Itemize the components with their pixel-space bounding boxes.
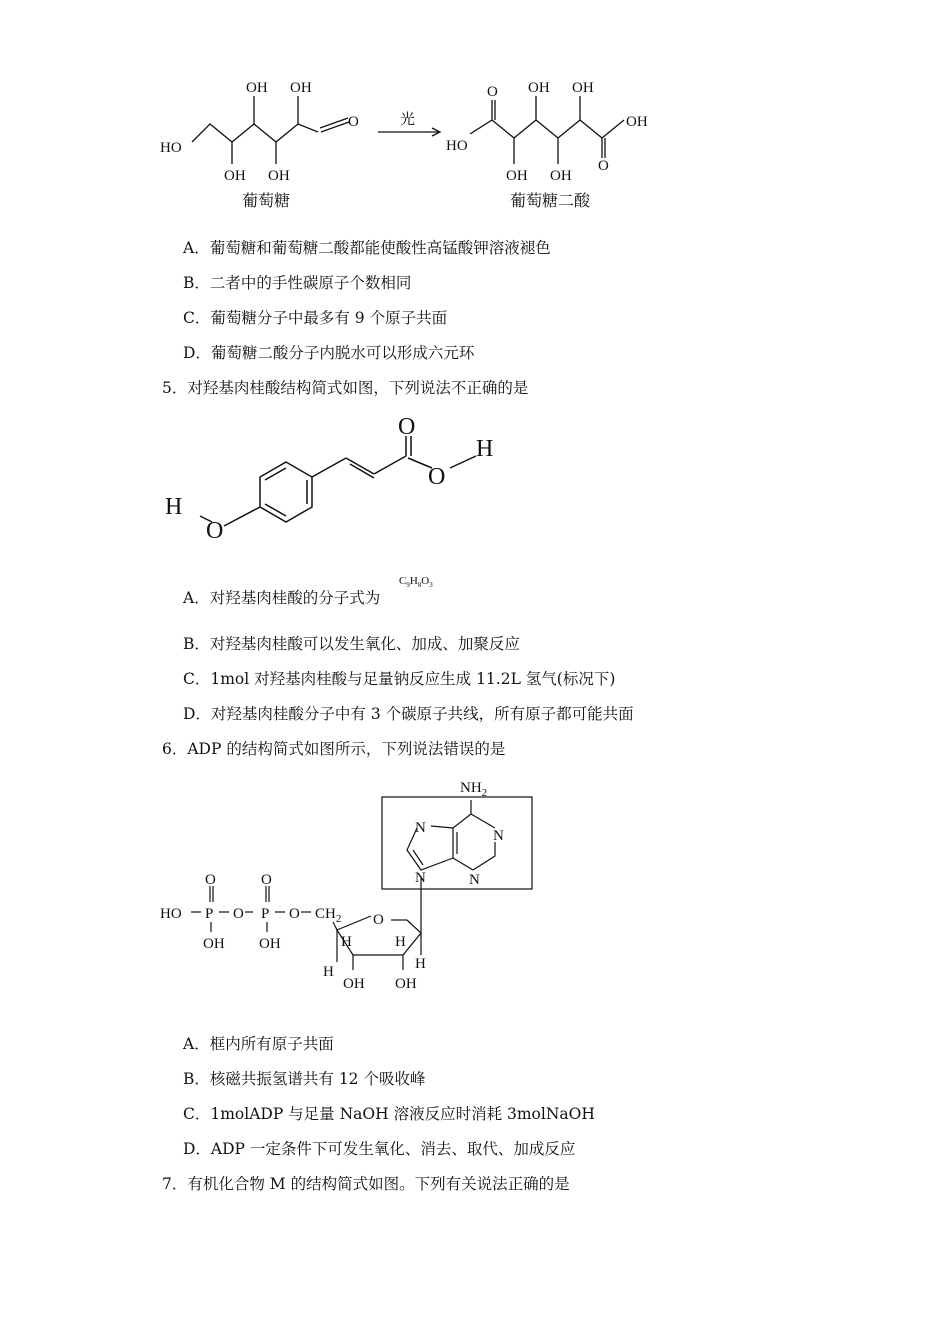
c4-h-label: H (341, 934, 352, 950)
p1-oh-label: OH (203, 936, 225, 952)
q6-option-a: A．框内所有原子共面 (183, 1035, 334, 1053)
glucaric-oh-label: OH (626, 114, 648, 130)
q4-option-c: C．葡萄糖分子中最多有 9 个原子共面 (183, 309, 448, 327)
glucose-oh-label: OH (246, 80, 268, 96)
glucaric-oh-label: OH (550, 168, 572, 184)
glucose-aldehyde-o-label: O (348, 114, 359, 130)
glucaric-oh-label: OH (528, 80, 550, 96)
glucaric-oh-label: OH (506, 168, 528, 184)
molecular-formula: $C_9H_8O_3$ (399, 575, 433, 590)
product-name: 葡萄糖二酸 (510, 193, 591, 210)
glucaric-oh-label: OH (572, 80, 594, 96)
q5-option-c: C．1mol 对羟基肉桂酸与足量钠反应生成 11.2L 氢气(标况下) (183, 670, 616, 688)
n7-label: N (415, 820, 426, 836)
p1-o-double-label: O (205, 872, 216, 888)
p2-label: P (261, 906, 270, 922)
c1-h-label: H (395, 934, 406, 950)
glucaric-o-label: O (487, 84, 498, 100)
q6-option-d: D．ADP 一定条件下可发生氧化、消去、取代、加成反应 (183, 1140, 576, 1158)
hydroxycinnamic-acid-figure (160, 410, 520, 550)
glucose-ho-label: HO (160, 140, 182, 156)
carbonyl-o-label: O (398, 414, 416, 440)
ester-o-label: O (289, 906, 300, 922)
c2-oh-label: OH (395, 976, 417, 992)
ring-o-label: O (373, 912, 384, 928)
ch2-label: $CH_2$ (315, 906, 342, 925)
glucose-oh-label: OH (268, 168, 290, 184)
q4-option-b: B．二者中的手性碳原子个数相同 (183, 274, 412, 292)
q5-option-a: A．对羟基肉桂酸的分子式为 (183, 589, 381, 607)
q4-option-a: A．葡萄糖和葡萄糖二酸都能使酸性高锰酸钾溶液褪色 (183, 239, 551, 257)
q6-option-b: B．核磁共振氢谱共有 12 个吸收峰 (183, 1070, 426, 1088)
adp-structure-figure (155, 770, 555, 1000)
n1-label: N (493, 828, 504, 844)
acid-h-label: H (476, 436, 494, 462)
bridge-o-label: O (233, 906, 244, 922)
phenol-h-label: H (165, 494, 183, 520)
n3-label: N (469, 872, 480, 888)
q6-stem: 6．ADP 的结构简式如图所示，下列说法错误的是 (162, 740, 506, 758)
glucose-oh-label: OH (224, 168, 246, 184)
ho-label: HO (160, 906, 182, 922)
q7-stem: 7．有机化合物 M 的结构简式如图。下列有关说法正确的是 (162, 1175, 570, 1193)
hydroxyl-o-label: O (428, 464, 446, 490)
nh2-label: $NH_2$ (460, 780, 488, 799)
p2-o-double-label: O (261, 872, 272, 888)
p1-label: P (205, 906, 214, 922)
q5-option-d: D．对羟基肉桂酸分子中有 3 个碳原子共线，所有原子都可能共面 (183, 705, 634, 723)
q5-stem: 5．对羟基肉桂酸结构简式如图，下列说法不正确的是 (162, 379, 529, 397)
c3-h-label: H (323, 964, 334, 980)
reactant-name: 葡萄糖 (242, 193, 291, 210)
arrow-light-label: 光 (400, 112, 416, 128)
c1-h-down-label: H (415, 956, 426, 972)
n9-label: N (415, 870, 426, 886)
q5-option-b: B．对羟基肉桂酸可以发生氧化、加成、加聚反应 (183, 635, 520, 653)
c3-oh-label: OH (343, 976, 365, 992)
q4-option-d: D．葡萄糖二酸分子内脱水可以形成六元环 (183, 344, 475, 362)
glucose-reaction-figure (150, 70, 680, 220)
p2-oh-label: OH (259, 936, 281, 952)
glucaric-ho-label: HO (446, 138, 468, 154)
glucose-oh-label: OH (290, 80, 312, 96)
glucaric-o-label: O (598, 158, 609, 174)
phenol-o-label: O (206, 518, 224, 544)
q6-option-c: C．1molADP 与足量 NaOH 溶液反应时消耗 3molNaOH (183, 1105, 595, 1123)
